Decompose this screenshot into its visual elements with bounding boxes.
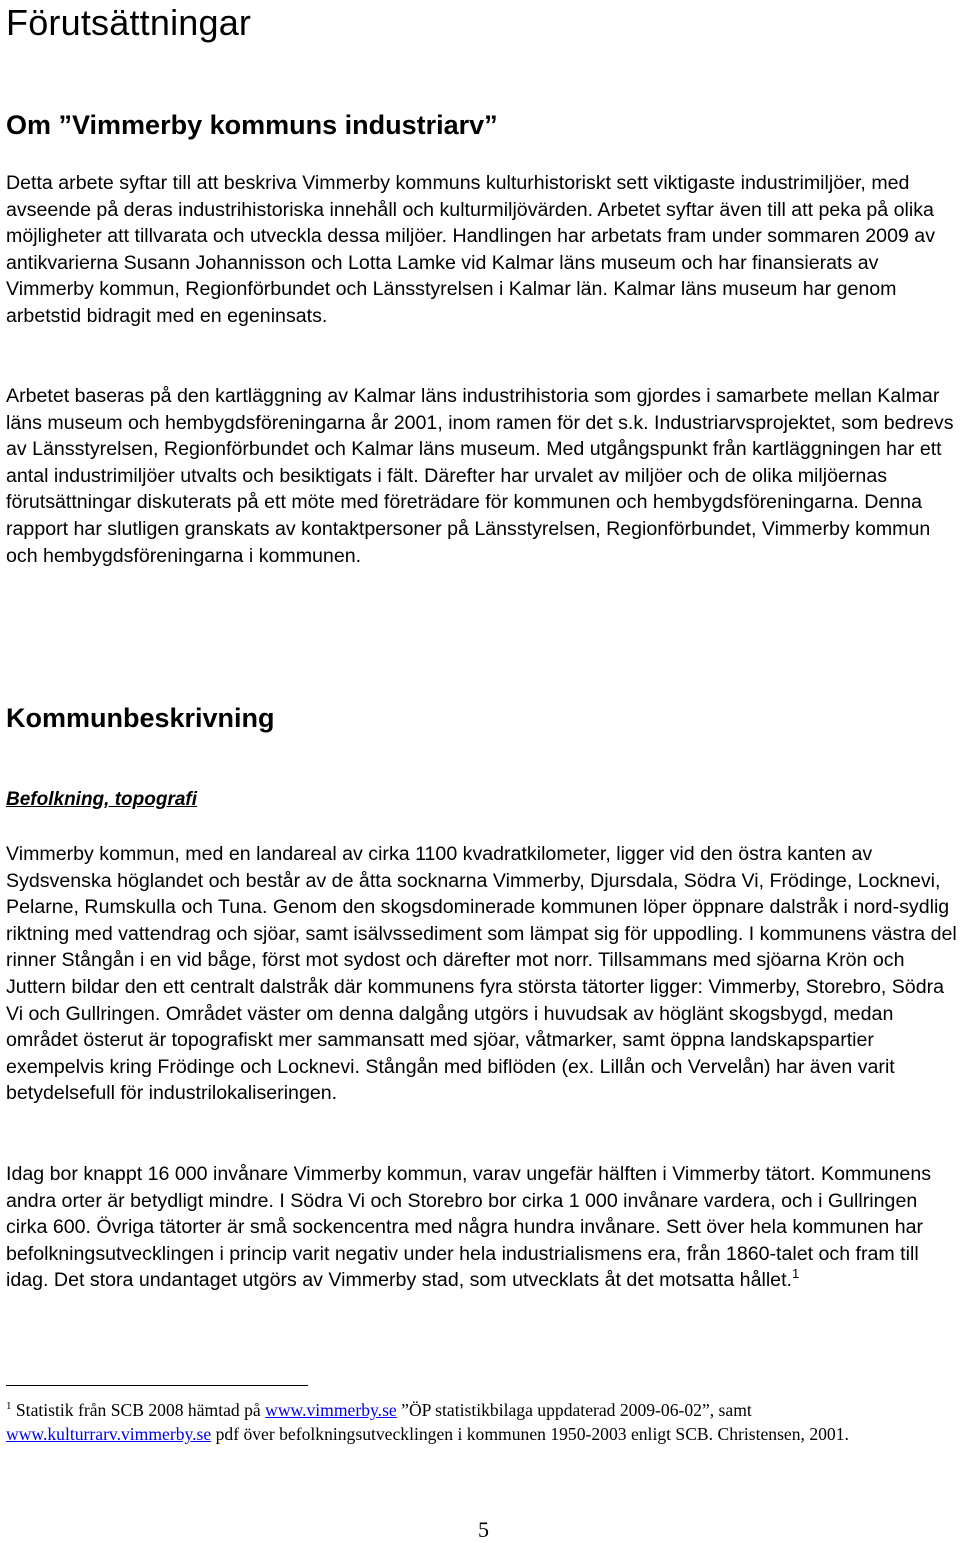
footnote-text-a: Statistik från SCB 2008 hämtad på — [11, 1400, 266, 1420]
footnote-reference[interactable]: 1 — [791, 1266, 800, 1282]
section-heading-industriarv: Om ”Vimmerby kommuns industriarv” — [6, 110, 498, 140]
subsection-heading-befolkning: Befolkning, topografi — [6, 789, 198, 810]
footnote-link-kulturarv[interactable]: www.kulturrarv.vimmerby.se — [6, 1424, 212, 1444]
topography-paragraph: Vimmerby kommun, med en landareal av cirka 1100 kvadratkilometer, ligger vid den östra kanten av Sydsvenska höglandet och består av de åtta socknarna Vimmerby, Djursdala, Södra Vi, Frödinge, Locknevi, Pelarne, Rumskulla och Tuna. Genom den skogsdominerade kommunen löper öppnare dalstråk i nord-sydlig riktning med vattendrag och sjöar, samt isälvssediment som lämpat sig för uppodling. I kommunens västra del rinner Stångån i en vid båge, först mot sydost och därefter mot norr. Tillsammans med sjöarna Krön och Juttern bildar den ett centralt dalstråk där kommunens fyra största tätorter ligger: Vimmerby, Storebro, Södra Vi och Gullringen. Området väster om denna dalgång utgörs i huvudsak av höglänt skogsbygd, medan området österut är topografiskt mer sammansatt med sjöar, våtmarker, samt öppna landskapspartier exempelvis kring Frödinge och Locknevi. Stångån med biflöden (ex. Lillån och Vervelån) har även varit betydelsefull för industrilokaliseringen. — [6, 843, 957, 1105]
footnote-text-b: ”ÖP statistikbilaga uppdaterad 2009-06-02”, samt — [396, 1400, 752, 1420]
intro-paragraph: Detta arbete syftar till att beskriva Vimmerby kommuns kulturhistoriskt sett viktigaste industrimiljöer, med avseende på deras industrihistoriska innehåll och kulturmiljövärden. Arbetet syftar även till att peka på olika möjligheter att tillvarata och utveckla dessa miljöer. Handlingen har arbetats fram under sommaren 2009 av antikvarierna Susann Johannisson och Lotta Lamke vid Kalmar läns museum och har finansierats av Vimmerby kommun, Regionförbundet och Länsstyrelsen i Kalmar län. Kalmar läns museum har genom arbetstid bidragit med en egeninsats. — [6, 172, 935, 327]
footnote-divider — [6, 1385, 308, 1386]
method-paragraph: Arbetet baseras på den kartläggning av Kalmar läns industrihistoria som gjordes i samarbete mellan Kalmar läns museum och hembygdsföreningarna år 2001, inom ramen för det s.k. Industriarvsprojektet, som bedrevs av Länsstyrelsen, Regionförbundet och Kalmar läns museum. Med utgångspunkt från kartläggningen har ett antal industrimiljöer utvalts och besiktigats i fält. Därefter har urvalet av miljöer och de olika miljöernas förutsättningar diskuterats på ett möte med företrädare för kommunen och hembygdsföreningarna. Denna rapport har slutligen granskats av kontaktpersoner på Länsstyrelsen, Regionförbundet, Vimmerby kommun och hembygdsföreningarna i kommunen. — [6, 385, 954, 567]
page-number: 5 — [478, 1517, 489, 1542]
section-heading-kommunbeskrivning: Kommunbeskrivning — [6, 703, 275, 733]
footnote-link-vimmerby[interactable]: www.vimmerby.se — [265, 1400, 397, 1420]
page-title: Förutsättningar — [6, 2, 252, 43]
population-text: Idag bor knappt 16 000 invånare Vimmerby kommun, varav ungefär hälften i Vimmerby tätort. Kommunens andra orter är betydligt mindre. I Södra Vi och Storebro bor cirka 1 000 invånare vardera, och i Gullringen cirka 600. Övriga tätorter är små sockencentra med några hundra invånare. Sett över hela kommunen har befolkningsutvecklingen i princip varit negativ under hela industrialismens era, från 1860-talet och fram till idag. Det stora undantaget utgörs av Vimmerby stad, som utvecklats åt det motsatta hållet. — [6, 1163, 932, 1292]
footnote-marker: 1 — [6, 1400, 12, 1412]
footnote — [6, 1398, 956, 1446]
population-paragraph — [6, 1161, 958, 1294]
footnote-text-c: pdf över befolkningsutvecklingen i kommunen 1950-2003 enligt SCB. Christensen, 2001. — [211, 1424, 849, 1444]
